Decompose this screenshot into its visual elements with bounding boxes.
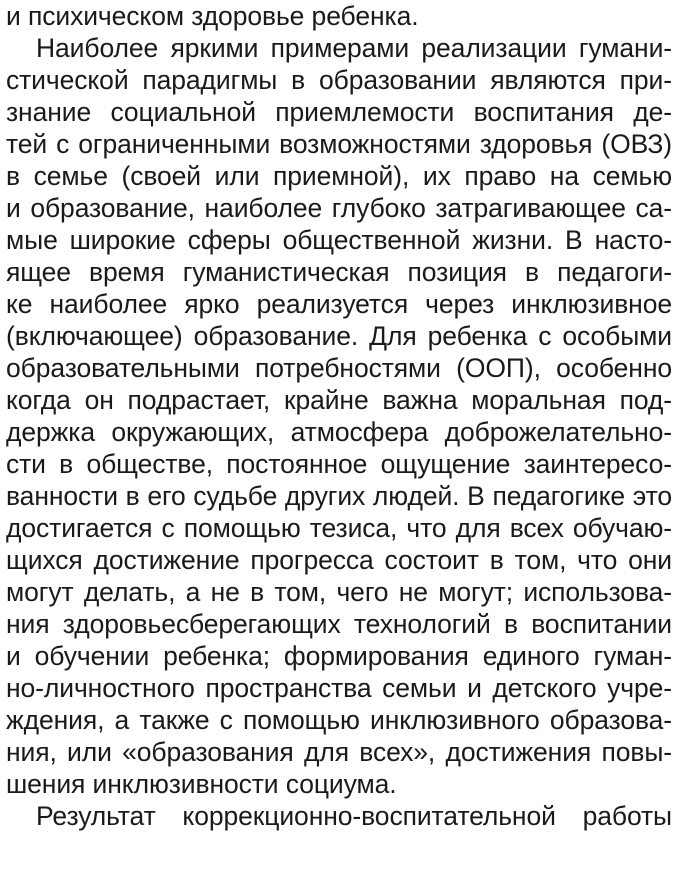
text-line: сти в обществе, постоянное ощущение заинтересо- [6, 449, 672, 479]
text-line: достигается с помощью тезиса, что для всех обучаю- [6, 513, 672, 543]
text-line: и обучении ребенка; формирования единого гуман- [6, 641, 672, 671]
text-line: щихся достижение прогресса состоит в том, что они [6, 545, 672, 575]
text-line: (включающее) образование. Для ребенка с особыми [6, 321, 672, 351]
text-line: ния, или «образования для всех», достижения повы- [6, 737, 672, 767]
text-line: знание социальной приемлемости воспитания де- [6, 97, 672, 127]
text-line: образовательными потребностями (ООП), особенно [6, 353, 672, 383]
text-line: могут делать, а не в том, чего не могут; использова- [6, 577, 672, 607]
text-line: и образование, наиболее глубоко затрагивающее са- [6, 193, 672, 223]
text-line: ния здоровьесберегающих технологий в воспитании [6, 609, 672, 639]
paragraph-first-line: Результат коррекционно-воспитательной работы [36, 801, 672, 831]
text-line: когда он подрастает, крайне важна моральная под- [6, 385, 672, 415]
text-line: ждения, а также с помощью инклюзивного образова- [6, 705, 672, 735]
document-page [6, 0, 672, 832]
text-line: ящее время гуманистическая позиция в педагоги- [6, 257, 672, 287]
text-line: ке наиболее ярко реализуется через инклюзивное [6, 289, 672, 319]
text-line: в семье (своей или приемной), их право на семью [6, 161, 672, 191]
text-line: тей с ограниченными возможностями здоровья (ОВЗ) [6, 129, 672, 159]
text-line: стической парадигмы в образовании являются при- [6, 65, 672, 95]
text-line: ванности в его судьбе других людей. В педагогике это [6, 481, 672, 511]
text-line: мые широкие сферы общественной жизни. В насто- [6, 225, 672, 255]
text-line: и психическом здоровье ребенка. [6, 1, 419, 31]
paragraph-first-line: Наиболее яркими примерами реализации гумани- [36, 33, 672, 63]
text-line: держка окружающих, атмосфера доброжелательно- [6, 417, 672, 447]
text-line: но-личностного пространства семьи и детского учре- [6, 673, 672, 703]
paragraph-last-line: шения инклюзивности социума. [6, 769, 397, 799]
